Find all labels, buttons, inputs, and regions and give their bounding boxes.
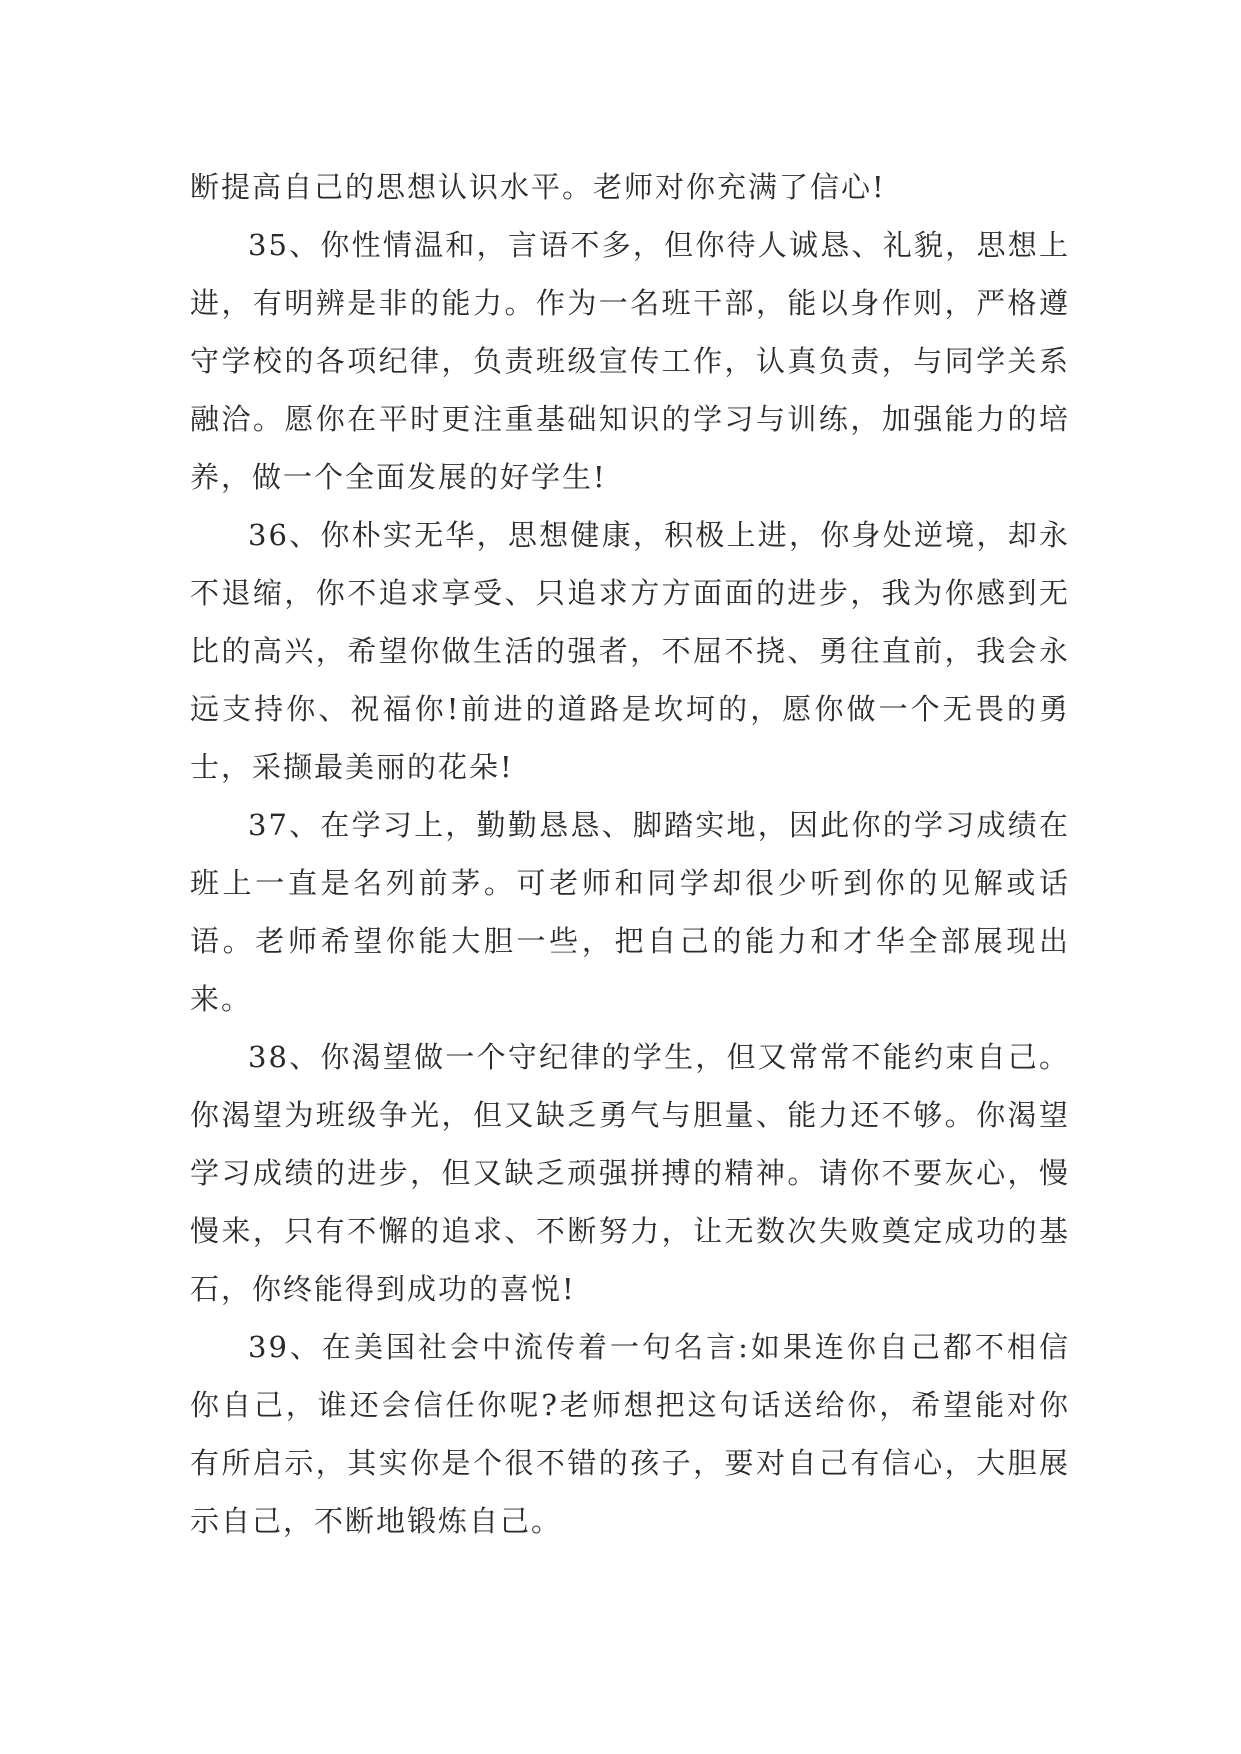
paragraph-36: 36、你朴实无华，思想健康，积极上进，你身处逆境，却永不退缩，你不追求享受、只追求方方面面的进步，我为你感到无比的高兴，希望你做生活的强者，不屈不挠、勇往直前，我会永远支持你、祝福你!前进的道路是坎坷的，愿你做一个无畏的勇士，采撷最美丽的花朵!: [190, 518, 1070, 784]
paragraph-continued: 断提高自己的思想认识水平。老师对你充满了信心!: [190, 170, 886, 204]
paragraph-37: 37、在学习上，勤勤恳恳、脚踏实地，因此你的学习成绩在班上一直是名列前茅。可老师和同学却很少听到你的见解或话语。老师希望你能大胆一些，把自己的能力和才华全部展现出来。: [190, 808, 1070, 1016]
paragraph-38: 38、你渴望做一个守纪律的学生，但又常常不能约束自己。你渴望为班级争光，但又缺乏勇气与胆量、能力还不够。你渴望学习成绩的进步，但又缺乏顽强拼搏的精神。请你不要灰心，慢慢来，只有不懈的追求、不断努力，让无数次失败奠定成功的基石，你终能得到成功的喜悦!: [190, 1040, 1070, 1306]
paragraph-35: 35、你性情温和，言语不多，但你待人诚恳、礼貌，思想上进，有明辨是非的能力。作为一名班干部，能以身作则，严格遵守学校的各项纪律，负责班级宣传工作，认真负责，与同学关系融洽。愿你在平时更注重基础知识的学习与训练，加强能力的培养，做一个全面发展的好学生!: [190, 228, 1070, 494]
document-body: [190, 158, 1070, 1550]
paragraph-39: 39、在美国社会中流传着一句名言:如果连你自己都不相信你自己，谁还会信任你呢?老师想把这句话送给你，希望能对你有所启示，其实你是个很不错的孩子，要对自己有信心，大胆展示自己，不断地锻炼自己。: [190, 1330, 1070, 1538]
